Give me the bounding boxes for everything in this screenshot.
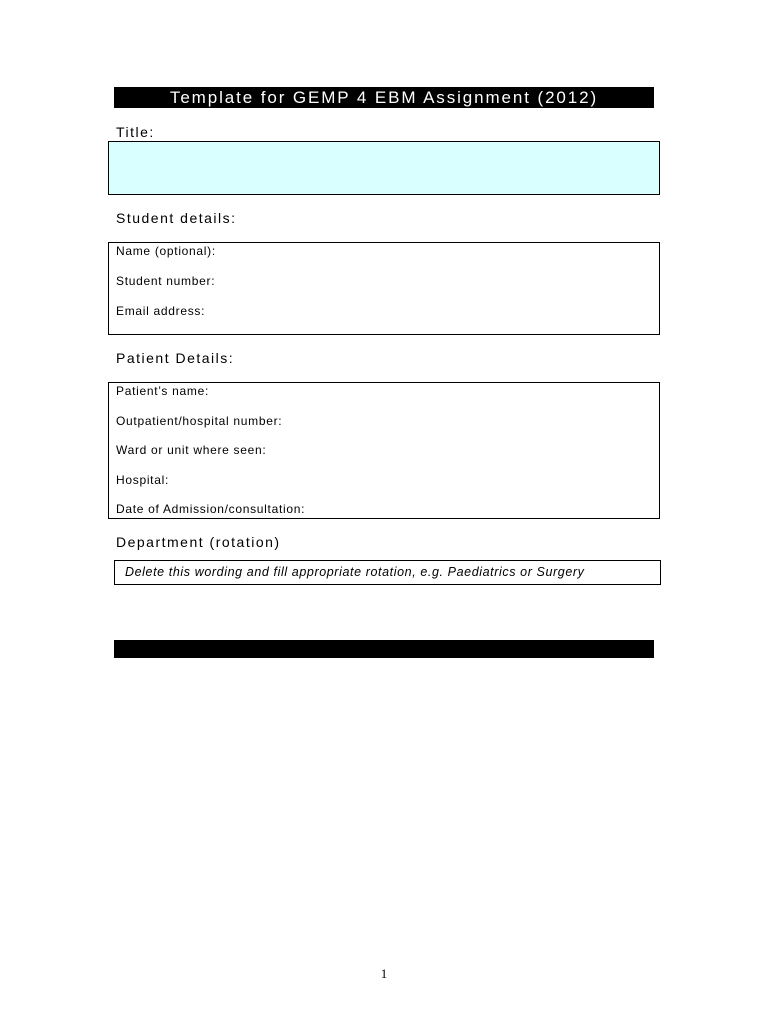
- student-email-field: Email address:: [116, 304, 206, 318]
- patient-admission-date-field: Date of Admission/consultation:: [116, 502, 306, 516]
- student-details-box[interactable]: [108, 242, 660, 335]
- page-number: 1: [380, 966, 388, 981]
- patient-details-box[interactable]: [108, 382, 660, 519]
- patient-details-label: Patient Details:: [116, 350, 235, 366]
- document-title: Template for GEMP 4 EBM Assignment (2012): [169, 88, 599, 107]
- separator-bar: [114, 640, 654, 658]
- student-name-field: Name (optional):: [116, 244, 216, 258]
- patient-hospital-field: Hospital:: [116, 473, 169, 487]
- patient-name-field: Patient’s name:: [116, 384, 209, 398]
- patient-hospital-number-field: Outpatient/hospital number:: [116, 414, 283, 428]
- document-title-bar: [114, 87, 654, 108]
- title-input-box[interactable]: [108, 141, 660, 195]
- department-input-box[interactable]: [114, 560, 661, 585]
- student-number-field: Student number:: [116, 274, 216, 288]
- department-placeholder-text: Delete this wording and fill appropriate rotation, e.g. Paediatrics or Surgery: [125, 565, 585, 579]
- patient-ward-field: Ward or unit where seen:: [116, 443, 267, 457]
- department-label: Department (rotation): [116, 534, 281, 550]
- student-details-label: Student details:: [116, 210, 237, 226]
- title-label: Title:: [116, 124, 155, 140]
